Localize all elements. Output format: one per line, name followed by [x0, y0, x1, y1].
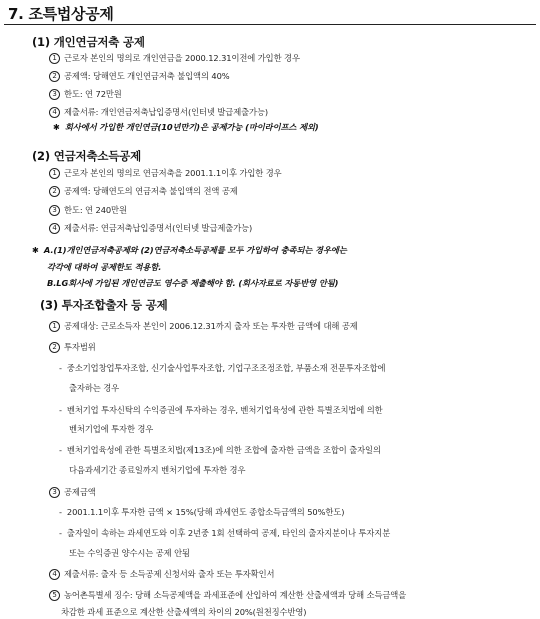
sec3-range-line-6: 다음과세기간 종료일까지 벤처기업에 투자한 경우 [69, 465, 246, 475]
sec2-note-line-3: B.LG회사에 가입된 개인연금도 영수증 제출해야 함. (회사자료로 자동반영 안됨) [47, 278, 339, 288]
circled-number-1: 1 [49, 321, 60, 332]
circled-number-3: 3 [49, 487, 60, 498]
sec1-item-3: 3 한도: 연 72만원 [49, 88, 122, 100]
section-2-heading: (2) 연금저축소득공제 [32, 149, 141, 163]
circled-number-2: 2 [49, 186, 60, 197]
sec3-amount-line-3: 또는 수익증권 양수시는 공제 안됨 [69, 548, 190, 558]
circled-number-1: 1 [49, 53, 60, 64]
dash-bullet: - [59, 363, 62, 373]
sec3-range-line-5: - 벤처기업육성에 관한 특별조치법(제13조)에 의한 조합에 출자한 금액을 조합이 출자일의 [59, 445, 381, 455]
circled-number-3: 3 [49, 205, 60, 216]
sec3-item-4: 4 제출서류: 출자 등 소득공제 신청서와 출자 또는 투자확인서 [49, 568, 274, 580]
circled-number-2: 2 [49, 71, 60, 82]
sec2-note-line-1: ✱ A.(1)개인연금저축공제와 (2)연금저축소득공제를 모두 가입하여 충족되는 경우에는 [32, 245, 347, 255]
title-underline [4, 24, 536, 25]
sec2-item-2: 2 공제액: 당해연도의 연금저축 불입액의 전액 공제 [49, 185, 238, 197]
circled-number-5: 5 [49, 590, 60, 601]
sec2-note-line-2: 각각에 대하여 공제한도 적용함. [47, 262, 162, 272]
sec3-range-line-3: - 벤처기업 투자신탁의 수익증권에 투자하는 경우, 벤처기업육성에 관한 특별조치법에 의한 [59, 405, 383, 415]
sec1-note: ✱ 회사에서 가입한 개인연금(10년만기)은 공제가능 (마이라이프스 제외) [53, 122, 319, 132]
sec3-range-line-2: 출자하는 경우 [69, 383, 120, 393]
section-3-heading: (3) 투자조합출자 등 공제 [40, 298, 168, 312]
circled-number-4: 4 [49, 223, 60, 234]
sec3-range-line-4: 벤처기업에 투자한 경우 [69, 424, 154, 434]
circled-number-1: 1 [49, 168, 60, 179]
sec3-item-1: 1 공제대상: 근로소득자 본인이 2006.12.31까지 출자 또는 투자한 금액에 대해 공제 [49, 320, 358, 332]
asterisk-icon: ✱ [53, 122, 60, 132]
circled-number-4: 4 [49, 107, 60, 118]
dash-bullet: - [59, 528, 62, 538]
sec2-item-4: 4 제출서류: 연금저축납입증명서(인터넷 발급제출가능) [49, 222, 252, 234]
sec3-amount-line-1: - 2001.1.1이후 투자한 금액 × 15%(당해 과세연도 종합소득금액의 50%한도) [59, 507, 345, 517]
dash-bullet: - [59, 445, 62, 455]
circled-number-3: 3 [49, 89, 60, 100]
section-1-heading: (1) 개인연금저축 공제 [32, 35, 145, 49]
sec3-item-3: 3 공제금액 [49, 486, 96, 498]
sec1-item-1: 1 근로자 본인의 명의로 개인연금을 2000.12.31이전에 가입한 경우 [49, 52, 300, 64]
circled-number-4: 4 [49, 569, 60, 580]
sec3-amount-line-2: - 출자일이 속하는 과세연도와 이후 2년중 1회 선택하여 공제, 타인의 출자지분이나 투자지분 [59, 528, 391, 538]
sec3-item-5: 5 농어촌특별세 징수: 당해 소득공제액을 과세표준에 산입하여 계산한 산출세액과 당해 소득금액을 [49, 589, 406, 601]
circled-number-2: 2 [49, 342, 60, 353]
sec1-item-2: 2 공제액: 당해연도 개인연금저축 불입액의 40% [49, 70, 230, 82]
sec3-item-5-continued: 차감한 과세 표준으로 계산한 산출세액의 차이의 20%(원천징수반영) [61, 607, 307, 617]
sec2-item-1: 1 근로자 본인의 명의로 연금저축을 2001.1.1이후 가입한 경우 [49, 167, 282, 179]
sec1-item-4: 4 제출서류: 개인연금저축납입증명서(인터넷 발급제출가능) [49, 106, 268, 118]
asterisk-icon: ✱ [32, 245, 39, 255]
sec3-range-line-1: - 중소기업창업투자조합, 신기술사업투자조합, 기업구조조정조합, 부품소재 전문투자조합에 [59, 363, 386, 373]
dash-bullet: - [59, 507, 62, 517]
dash-bullet: - [59, 405, 62, 415]
page-title: 7. 조특법상공제 [8, 5, 114, 23]
sec2-item-3: 3 한도: 연 240만원 [49, 204, 127, 216]
sec3-item-2: 2 투자범위 [49, 341, 96, 353]
